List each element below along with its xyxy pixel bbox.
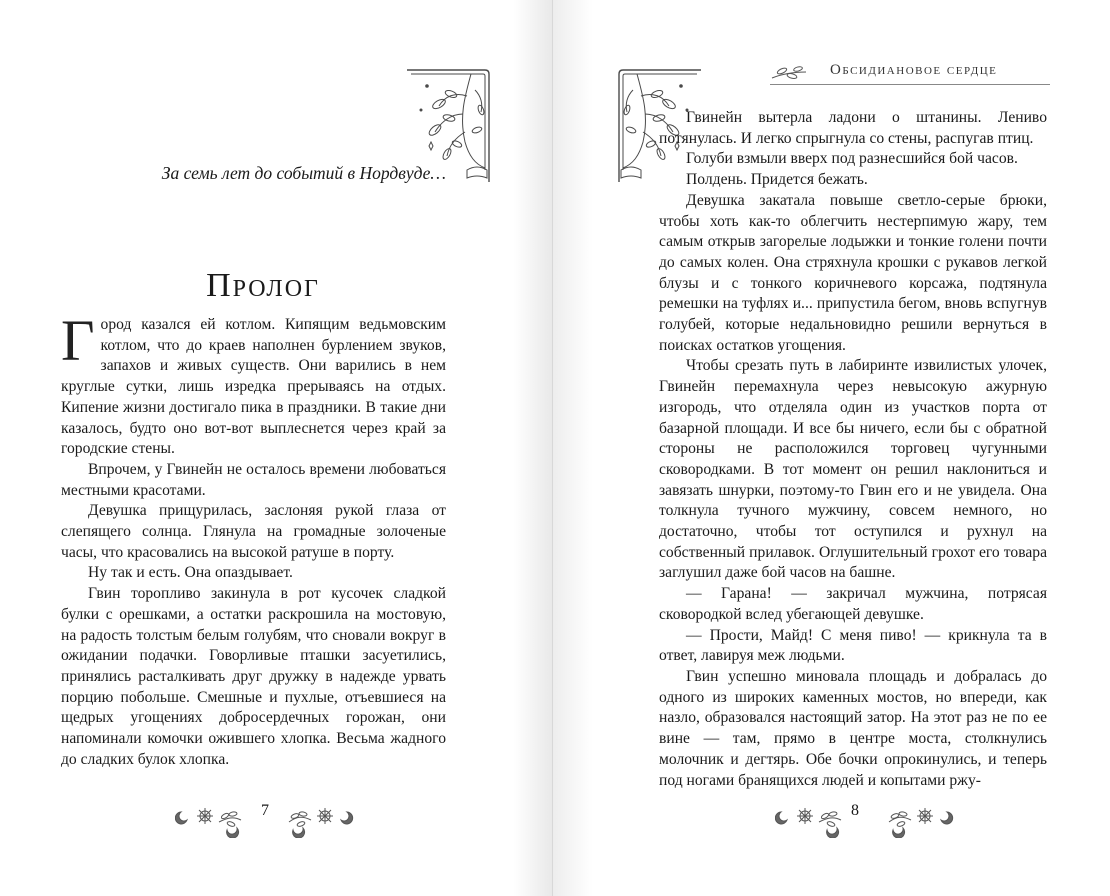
gutter-fold (552, 0, 553, 896)
paragraph: Полдень. Придется бежать. (686, 171, 868, 189)
paragraph: Впрочем, у Гвинейн не осталось времени любоваться местными красотами. (61, 460, 446, 499)
left-body-text (61, 308, 446, 770)
page-footer-right (770, 800, 960, 838)
running-head (770, 62, 1050, 88)
page-footer-left (175, 800, 355, 838)
paragraph: Чтобы срезать путь в лабиринте извилистых улочек, Гвинейн перемахнула через невысокую ажурную изгородь, что отделяла один из участков порта от базарной площади. И все бы ничего, если бы с обратной стороны не расположился торговец чугунными сковородками. В тот момент он решил наклониться и завязать шнурки, поэтому-то Гвин его и не увидела. Она толкнула тучного мужчину, совсем немного, но достаточно, чтобы тот оступился и рухнул на собственный прилавок. Оглушительный грохот его товара заглушил даже бой часов на башне. (659, 357, 1047, 582)
chapter-title-initial: П (206, 266, 233, 304)
paragraph: Девушка закатала повыше светло-серые брюки, чтобы хоть как-то облегчить нестерпимую жару, тем самым открыв загорелые лодыжки и тонкие голени почти до самых колен. Она стряхнула крошки с рукавов легкой блузы и с тонкого коричневого корсажа, подтянула ремешки на туфлях и... припустила бегом, вновь вспугнув голубей, которые недальновидно решили вернуться в поисках остатков угощения. (659, 191, 1047, 354)
paragraph (61, 308, 446, 460)
right-body-text (659, 108, 1047, 791)
paragraph: — Гарана! — закричал мужчина, потрясая сковородкой вслед убегающей девушке. (659, 585, 1047, 623)
paragraph: Девушка прищурилась, заслоняя рукой глаза от слепящего солнца. Глянула на громадные золоченые часы, что красовались на высокой ратуше в порту. (61, 502, 446, 561)
page-number: 8 (851, 802, 859, 819)
left-page (0, 0, 553, 896)
paragraph: Ну так и есть. Она опаздывает. (88, 564, 293, 582)
paragraph-text: ород казался ей котлом. Кипящим ведьмовским котлом, что до краев наполнен бурлением звуков, запахов и живых существ. Они варились в нем круглые сутки, лишь изредка прерываясь на отдых. Кипение жизни достигало пика в праздники. В такие дни казалось, будто оно вот-вот выплеснется через край за городские стены. (61, 316, 446, 458)
paragraph: — Прости, Майд! С меня пиво! — крикнула та в ответ, лавируя меж людьми. (659, 626, 1047, 665)
chapter-title (60, 267, 466, 305)
running-head-title: Обсидиановое сердце (830, 62, 998, 78)
epigraph: За семь лет до событий в Нордвуде… (161, 163, 446, 183)
running-head-rule (770, 84, 1050, 85)
drop-cap: Г (61, 308, 95, 373)
leaf-sprig-icon (770, 64, 810, 82)
paragraph: Гвин успешно миновала площадь и добралась до одного из широких каменных мостов, но впереди, как назло, образовался настоящий затор. На этот раз не по ее вине — там, прямо в центре моста, столкнулись молочник и дегтярь. Обе бочки опрокинулись, и теперь под ногами бранящихся людей и копытами ржу- (659, 667, 1047, 789)
paragraph: Гвинейн вытерла ладони о штанины. Лениво потянулась. И легко спрыгнула со стены, распугав птиц. (659, 109, 1047, 147)
page-number: 7 (261, 802, 269, 819)
chapter-title-rest: ролог (232, 266, 320, 304)
paragraph: Голуби взмыли вверх под разнесшийся бой часов. (686, 150, 1018, 168)
paragraph: Гвин торопливо закинула в рот кусочек сладкой булки с орешками, а остатки раскрошила на мостовую, на радость толстым белым голубям, что сновали вокруг в ожидании подачки. Говорливые пташки засуетились, принялись расталкивать друг дружку в надежде урвать порцию побольше. Смешные и пухлые, отъевшиеся на щедрых угощениях добросердечных горожан, они напоминали комочки ожившего хлопка. Весьма жадного до сладких булок хлопка. (61, 585, 446, 768)
